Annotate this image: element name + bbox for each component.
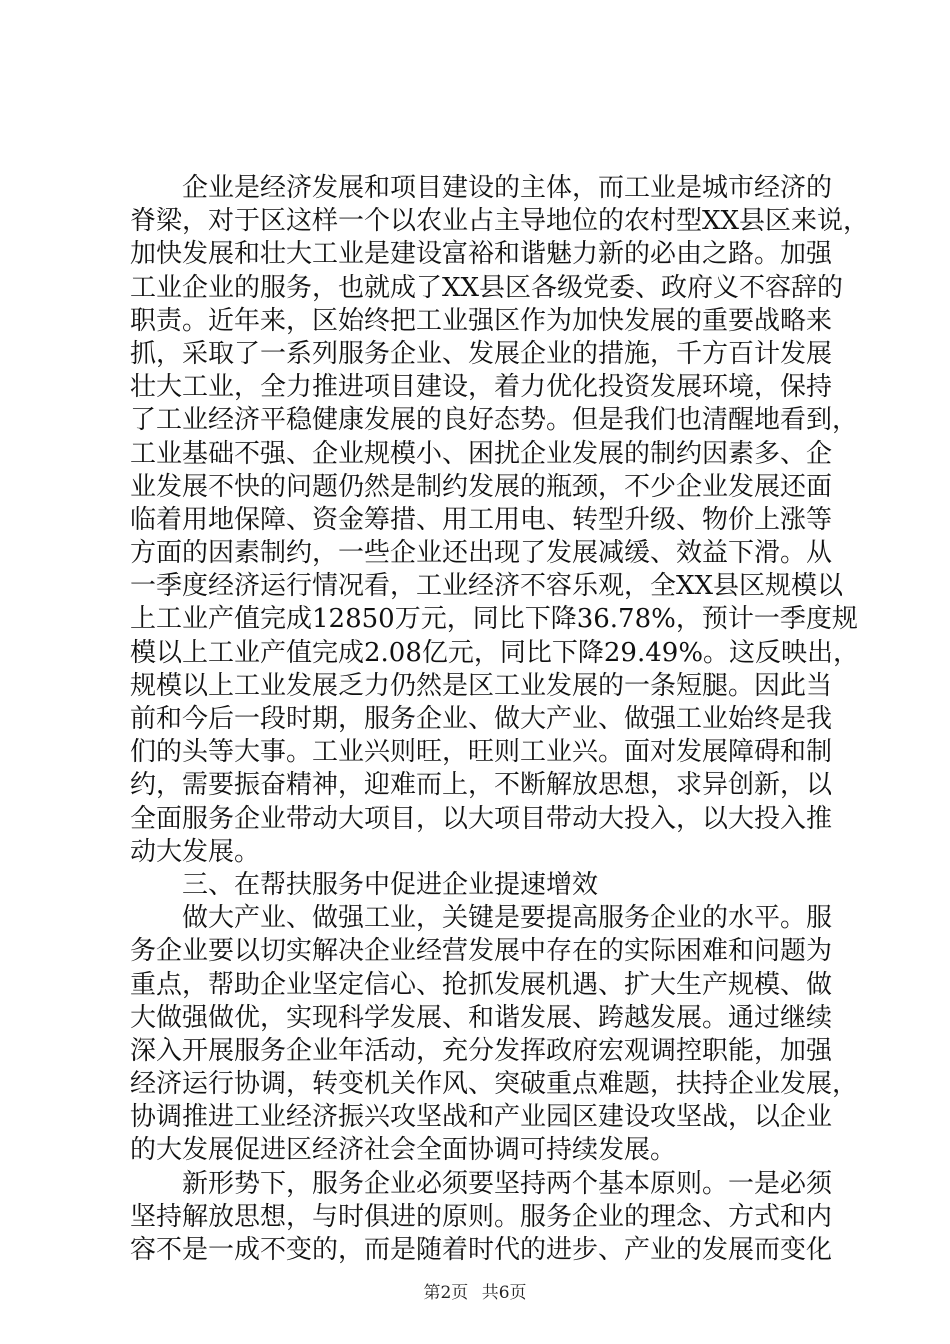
text-line: 方面的因素制约，一些企业还出现了发展减缓、效益下滑。从 <box>130 538 833 569</box>
text-line: 上工业产值完成12850万元，同比下降36.78%，预计一季度规 <box>130 604 858 635</box>
text-line: 模以上工业产值完成2.08亿元，同比下降29.49%。这反映出， <box>130 637 860 668</box>
text-line: 规模以上工业发展乏力仍然是区工业发展的一条短腿。因此当 <box>130 670 833 701</box>
text-line: 了工业经济平稳健康发展的良好态势。但是我们也清醒地看到， <box>130 405 859 436</box>
text-line: 全面服务企业带动大项目，以大项目带动大投入，以大投入推 <box>130 803 833 834</box>
page-number: 第2页 <box>423 1283 469 1303</box>
text-line: 的大发展促进区经济社会全面协调可持续发展。 <box>130 1135 677 1166</box>
text-line: 协调推进工业经济振兴攻坚战和产业园区建设攻坚战，以企业 <box>130 1102 833 1133</box>
text-line: 临着用地保障、资金筹措、用工用电、转型升级、物价上涨等 <box>130 504 833 535</box>
text-line: 工业基础不强、企业规模小、困扰企业发展的制约因素多、企 <box>130 438 833 469</box>
text-line: 深入开展服务企业年活动，充分发挥政府宏观调控职能，加强 <box>130 1035 833 1066</box>
text-line: 三、在帮扶服务中促进企业提速增效 <box>182 869 599 900</box>
text-line: 壮大工业，全力推进项目建设，着力优化投资发展环境，保持 <box>130 372 833 403</box>
text-line: 脊梁，对于区这样一个以农业占主导地位的农村型XX县区来说， <box>130 206 870 237</box>
text-line: 坚持解放思想，与时俱进的原则。服务企业的理念、方式和内 <box>130 1201 833 1232</box>
text-line: 们的头等大事。工业兴则旺，旺则工业兴。面对发展障碍和制 <box>130 737 833 768</box>
text-line: 重点，帮助企业坚定信心、抢抓发展机遇、扩大生产规模、做 <box>130 969 833 1000</box>
document-body <box>130 172 870 1267</box>
section-heading <box>130 869 830 902</box>
page-footer <box>0 1282 950 1304</box>
text-line: 前和今后一段时期，服务企业、做大产业、做强工业始终是我 <box>130 704 833 734</box>
text-line: 业发展不快的问题仍然是制约发展的瓶颈，不少企业发展还面 <box>130 471 833 502</box>
text-line: 做大产业、做强工业，关键是要提高服务企业的水平。服 <box>182 903 833 934</box>
text-line: 约，需要振奋精神，迎难而上，不断解放思想，求异创新，以 <box>130 770 833 801</box>
text-line: 动大发展。 <box>130 836 261 867</box>
paragraph <box>130 902 859 1168</box>
text-line: 经济运行协调，转变机关作风、突破重点难题，扶持企业发展， <box>130 1069 859 1100</box>
text-line: 工业企业的服务，也就成了XX县区各级党委、政府义不容辞的 <box>130 272 844 303</box>
text-line: 一季度经济运行情况看，工业经济不容乐观，全XX县区规模以 <box>130 571 844 602</box>
text-line: 大做强做优，实现科学发展、和谐发展、跨越发展。通过继续 <box>130 1002 833 1033</box>
text-line: 新形势下，服务企业必须要坚持两个基本原则。一是必须 <box>182 1168 833 1199</box>
text-line: 职责。近年来，区始终把工业强区作为加快发展的重要战略来 <box>130 305 833 336</box>
text-line: 务企业要以切实解决企业经营发展中存在的实际困难和问题为 <box>130 936 833 967</box>
page-total: 共6页 <box>481 1283 527 1303</box>
text-line: 加快发展和壮大工业是建设富裕和谐魅力新的必由之路。加强 <box>130 239 833 270</box>
paragraph <box>130 172 870 869</box>
text-line: 抓，采取了一系列服务企业、发展企业的措施，千方百计发展 <box>130 338 833 369</box>
text-line: 企业是经济发展和项目建设的主体，而工业是城市经济的 <box>182 173 833 203</box>
paragraph <box>130 1168 833 1268</box>
text-line: 容不是一成不变的，而是随着时代的进步、产业的发展而变化 <box>130 1235 833 1265</box>
